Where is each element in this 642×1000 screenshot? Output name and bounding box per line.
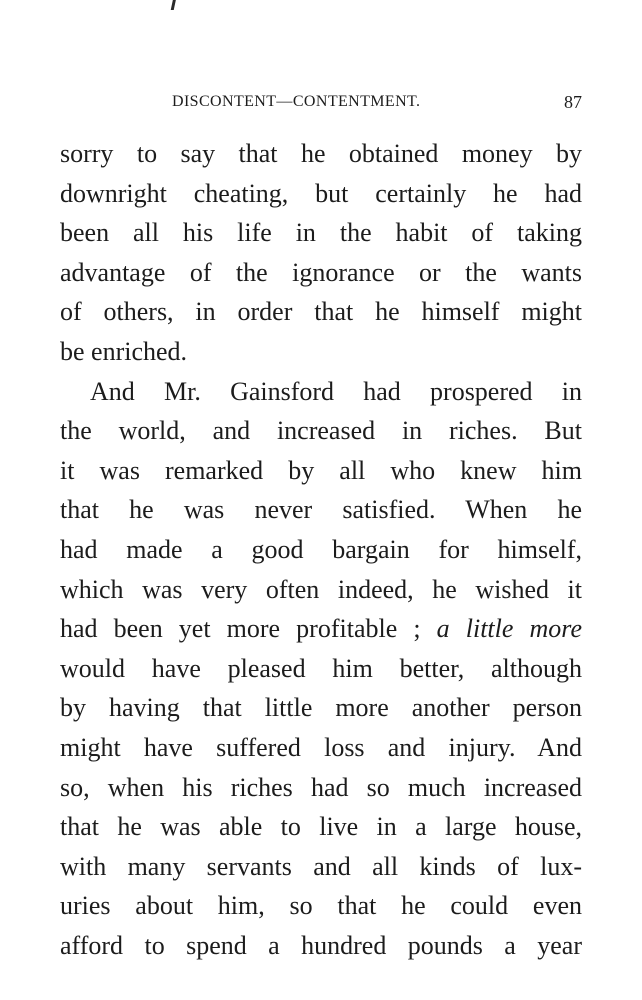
paragraph-first-line: And Mr. Gainsford had prospered in [90,376,582,406]
text-line: of others, in order that he himself might [60,297,582,327]
running-title: DISCONTENT—CONTENTMENT. [172,93,421,110]
ink-mark [171,0,177,10]
italic-phrase: a little more [436,614,582,644]
text-line: advantage of the ignorance or the wants [60,257,582,287]
text-line: would have pleased him better, although [60,653,582,683]
text-line: by having that little more another person [60,693,582,723]
text-line: uries about him, so that he could even [60,891,582,921]
text-line-with-italic [60,609,582,649]
text-line: that he was never satisfied. When he [60,495,582,525]
text-line: the world, and increased in riches. But [60,416,582,446]
text-line: it was remarked by all who knew him [60,455,582,485]
text-line: which was very often indeed, he wished it [60,574,582,604]
text-line: might have suffered loss and injury. And [60,732,582,762]
text-line: that he was able to live in a large house, [60,812,582,842]
text-line: with many servants and all kinds of lux- [60,851,582,881]
page-number: 87 [564,92,582,112]
text-segment: had been yet more profitable ; [60,614,421,644]
text-line: been all his life in the habit of taking [60,218,582,248]
text-line: be enriched. [60,336,188,366]
text-line: had made a good bargain for himself, [60,534,582,564]
text-line: so, when his riches had so much increased [60,772,582,802]
body-text [60,134,582,965]
text-line: sorry to say that he obtained money by [60,139,582,168]
text-line: downright cheating, but certainly he had [60,178,582,208]
text-line: afford to spend a hundred pounds a year [60,930,582,960]
running-header [60,90,582,114]
